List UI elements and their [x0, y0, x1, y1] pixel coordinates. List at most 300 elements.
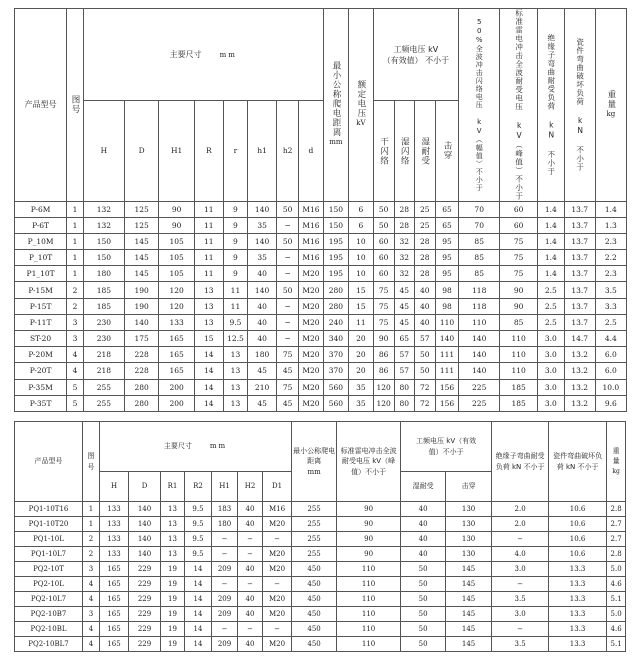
table-cell: 9.5 — [185, 547, 212, 562]
table-cell: 2.0 — [492, 517, 549, 532]
table-cell: − — [263, 577, 292, 592]
table-row — [15, 266, 627, 282]
table-cell: 45 — [277, 363, 299, 379]
col-header-main-dim: 主要尺寸 mm — [100, 422, 292, 472]
product-model-cell: ST-20 — [15, 331, 67, 347]
dim-header: r — [223, 101, 247, 201]
table-cell: 165 — [100, 592, 129, 607]
table-cell: 1.3 — [595, 217, 626, 233]
table-cell: M20 — [299, 298, 323, 314]
table-cell: 200 — [159, 379, 195, 395]
table-cell: − — [277, 331, 299, 347]
table-cell: 209 — [212, 637, 238, 652]
table-cell: M20 — [263, 607, 292, 622]
table-cell: 132 — [83, 217, 124, 233]
table-cell: − — [238, 577, 263, 592]
product-model-cell: PQ2-10B7 — [15, 607, 83, 622]
table-cell: 4 — [83, 592, 100, 607]
table-cell: M20 — [299, 331, 323, 347]
table-cell: − — [277, 298, 299, 314]
table-cell: 140 — [459, 331, 500, 347]
table-cell: 229 — [129, 577, 161, 592]
table-cell: 370 — [323, 347, 349, 363]
table-cell: 50 — [373, 201, 394, 217]
table-cell: 120 — [159, 282, 195, 298]
table-cell: 130 — [446, 547, 492, 562]
table-cell: 86 — [373, 363, 394, 379]
table-cell: 132 — [83, 201, 124, 217]
table-cell: M20 — [299, 266, 323, 282]
table-cell: 95 — [435, 250, 458, 266]
table-cell: 165 — [100, 562, 129, 577]
table-cell: 32 — [394, 233, 414, 249]
table-cell: 72 — [414, 379, 435, 395]
table-cell: 195 — [323, 250, 349, 266]
table-cell: 11 — [194, 266, 223, 282]
product-model-cell: PQ2-10BL7 — [15, 637, 83, 652]
table-cell: 50 — [401, 592, 446, 607]
table-row — [15, 607, 626, 622]
table-cell: 140 — [248, 233, 277, 249]
table-cell: M20 — [299, 282, 323, 298]
table-cell: 3.3 — [595, 298, 626, 314]
table-cell: 2.3 — [595, 233, 626, 249]
dim-header: D — [124, 101, 158, 201]
table-cell: 133 — [100, 502, 129, 517]
table-cell: 45 — [394, 314, 414, 330]
table-cell: 195 — [323, 266, 349, 282]
table-cell: M20 — [263, 517, 292, 532]
table-cell: 14 — [194, 347, 223, 363]
table-cell: 225 — [459, 395, 500, 411]
dim-header: H — [83, 101, 124, 201]
table-cell: 180 — [212, 517, 238, 532]
table-cell: 13 — [194, 282, 223, 298]
table-cell: 35 — [248, 217, 277, 233]
table-cell: 2.5 — [595, 314, 626, 330]
table-cell: 145 — [446, 607, 492, 622]
table-cell: 45 — [277, 395, 299, 411]
table-cell: 118 — [459, 282, 500, 298]
table-cell: 13 — [161, 502, 185, 517]
dim-header: h1 — [248, 101, 277, 201]
table-cell: 13 — [223, 363, 247, 379]
table-cell: 40 — [248, 314, 277, 330]
table-cell: 80 — [394, 395, 414, 411]
table-cell: 3 — [83, 607, 100, 622]
table-cell: 19 — [161, 562, 185, 577]
table-cell: 95 — [435, 233, 458, 249]
col-header-creepage: 最小公称爬电距离 mm — [292, 422, 337, 502]
table-cell: 560 — [323, 379, 349, 395]
col-header-weight: 重量 kg — [607, 422, 626, 502]
table-cell: 40 — [248, 331, 277, 347]
table-cell: 75 — [500, 250, 538, 266]
table-row — [15, 250, 627, 266]
dim-header: R1 — [161, 472, 185, 502]
table-row — [15, 217, 627, 233]
table-cell: 145 — [124, 250, 158, 266]
table-cell: 13.2 — [564, 347, 595, 363]
table-cell: 2 — [83, 547, 100, 562]
table-row — [15, 577, 626, 592]
table-cell: 1.4 — [537, 217, 564, 233]
pf-subheader: 湿耐受 — [414, 101, 435, 201]
col-header-power-freq: 工频电压 kV（有效值）不小于 — [401, 422, 492, 472]
table-row — [15, 379, 627, 395]
table-cell: 5.0 — [607, 607, 626, 622]
table-cell: 130 — [446, 517, 492, 532]
table-cell: 75 — [277, 347, 299, 363]
table-cell: 6 — [349, 217, 373, 233]
table-cell: 370 — [323, 363, 349, 379]
table-cell: 3.5 — [595, 282, 626, 298]
table-cell: 14 — [194, 363, 223, 379]
table-cell: 140 — [129, 502, 161, 517]
table-cell: 230 — [83, 314, 124, 330]
table-cell: 110 — [337, 607, 401, 622]
table-cell: 20 — [349, 331, 373, 347]
table-cell: 40 — [238, 592, 263, 607]
table-cell: 10 — [349, 266, 373, 282]
table-cell: 145 — [124, 266, 158, 282]
table-cell: 11 — [194, 201, 223, 217]
table-cell: 280 — [323, 298, 349, 314]
table-cell: 60 — [500, 201, 538, 217]
table-cell: 14 — [185, 592, 212, 607]
table-cell: 45 — [394, 298, 414, 314]
table-cell: 560 — [323, 395, 349, 411]
table-cell: 35 — [248, 250, 277, 266]
insulator-spec-table-2 — [14, 421, 626, 652]
col-header-weight: 重量 kg — [595, 9, 626, 202]
dim-header: h2 — [277, 101, 299, 201]
table-cell: 9 — [223, 250, 247, 266]
table-cell: 110 — [337, 577, 401, 592]
table-cell: 111 — [435, 363, 458, 379]
table-cell: 145 — [446, 562, 492, 577]
table-cell: 13 — [194, 298, 223, 314]
table-cell: 5 — [67, 379, 84, 395]
table-row — [15, 201, 627, 217]
table-cell: 90 — [337, 547, 401, 562]
table-cell: 183 — [212, 502, 238, 517]
table-cell: 3.0 — [537, 363, 564, 379]
table-row — [15, 532, 626, 547]
table-cell: 6 — [349, 201, 373, 217]
table-cell: 255 — [292, 502, 337, 517]
table-cell: 111 — [435, 347, 458, 363]
product-model-cell: PQ2-10L7 — [15, 592, 83, 607]
table-cell: 60 — [373, 233, 394, 249]
table-cell: 14 — [194, 379, 223, 395]
table-cell: 110 — [500, 347, 538, 363]
table-cell: − — [212, 547, 238, 562]
product-model-cell: P-6T — [15, 217, 67, 233]
table-cell: 9 — [223, 233, 247, 249]
table-cell: 209 — [212, 592, 238, 607]
table-cell: 10.6 — [549, 547, 607, 562]
col-header-std-impulse: 标准雷电冲击全波耐受电压 kV（峰值）不小于 — [500, 9, 538, 202]
table-cell: 14 — [185, 562, 212, 577]
table-cell: 14 — [194, 395, 223, 411]
table-row — [15, 347, 627, 363]
table-cell: 13.7 — [564, 314, 595, 330]
dim-header: H1 — [159, 101, 195, 201]
table-cell: 140 — [129, 517, 161, 532]
table-cell: 14 — [185, 577, 212, 592]
product-model-cell: P1_10T — [15, 266, 67, 282]
table-cell: 3 — [67, 331, 84, 347]
table-cell: 1 — [67, 233, 84, 249]
table-cell: 90 — [337, 502, 401, 517]
table-cell: 90 — [337, 532, 401, 547]
table-cell: 11 — [194, 250, 223, 266]
table-cell: 75 — [500, 266, 538, 282]
table-cell: 15 — [349, 282, 373, 298]
table-cell: 140 — [129, 547, 161, 562]
table-cell: 13.7 — [564, 233, 595, 249]
table-cell: 140 — [129, 532, 161, 547]
table-cell: 40 — [238, 607, 263, 622]
table-cell: 209 — [212, 562, 238, 577]
product-model-cell: PQ1-10L — [15, 532, 83, 547]
table-cell: 15 — [194, 331, 223, 347]
table-cell: 14 — [185, 607, 212, 622]
table-cell: 105 — [159, 266, 195, 282]
table-cell: 165 — [159, 347, 195, 363]
table-cell: 13.7 — [564, 298, 595, 314]
table-cell: 105 — [159, 250, 195, 266]
table-cell: 5.0 — [607, 562, 626, 577]
table-cell: − — [212, 577, 238, 592]
table-cell: 9.5 — [223, 314, 247, 330]
table-cell: 2.5 — [537, 282, 564, 298]
table-cell: 230 — [83, 331, 124, 347]
insulator-spec-table-1 — [14, 8, 627, 412]
table-cell: 40 — [238, 562, 263, 577]
table-cell: 9.5 — [185, 502, 212, 517]
table-cell: 228 — [124, 363, 158, 379]
table-cell: 140 — [435, 331, 458, 347]
table-cell: M20 — [263, 547, 292, 562]
table-cell: − — [492, 577, 549, 592]
table-cell: 150 — [323, 201, 349, 217]
table-cell: 11 — [349, 314, 373, 330]
table-cell: 2.8 — [607, 547, 626, 562]
table-cell: 110 — [500, 331, 538, 347]
table-cell: 120 — [373, 395, 394, 411]
table-cell: 20 — [349, 363, 373, 379]
col-header-product: 产品型号 — [15, 422, 83, 502]
table-cell: 13 — [161, 547, 185, 562]
table-cell: 50 — [401, 562, 446, 577]
table-cell: 85 — [500, 314, 538, 330]
table-cell: 35 — [349, 379, 373, 395]
table-cell: 70 — [459, 217, 500, 233]
table-cell: 72 — [414, 395, 435, 411]
col-header-50pct: 50%全波冲击闪络电压 kV（幅值）不小于 — [459, 9, 500, 202]
col-header-rated-voltage: 额定电压 kV — [349, 9, 373, 202]
table-row — [15, 233, 627, 249]
table-cell: 25 — [414, 201, 435, 217]
table-cell: 3 — [67, 314, 84, 330]
table-cell: 50 — [277, 282, 299, 298]
table-cell: 140 — [459, 347, 500, 363]
table-cell: 450 — [292, 622, 337, 637]
table-cell: 125 — [124, 201, 158, 217]
table-cell: 110 — [337, 637, 401, 652]
table-row — [15, 622, 626, 637]
table-row — [15, 592, 626, 607]
table-cell: 14.7 — [564, 331, 595, 347]
table-cell: M20 — [263, 637, 292, 652]
table-cell: 90 — [500, 298, 538, 314]
table-cell: 13.7 — [564, 217, 595, 233]
table-cell: 14 — [185, 622, 212, 637]
table-cell: 98 — [435, 282, 458, 298]
table-cell: 13.2 — [564, 395, 595, 411]
table-cell: 140 — [459, 363, 500, 379]
table-cell: 10 — [349, 250, 373, 266]
table-cell: 450 — [292, 562, 337, 577]
table-cell: 45 — [394, 282, 414, 298]
table-cell: 13.3 — [549, 637, 607, 652]
pf-subheader: 湿耐受 — [401, 472, 446, 502]
table-cell: 35 — [349, 395, 373, 411]
table-cell: 209 — [212, 607, 238, 622]
table-row — [15, 637, 626, 652]
col-header-std-impulse: 标准雷电冲击全波耐受电压 kV（峰值）不小于 — [337, 422, 401, 502]
table-cell: 45 — [248, 395, 277, 411]
table-cell: 13.3 — [549, 562, 607, 577]
table-cell: 255 — [292, 547, 337, 562]
product-model-cell: P-11T — [15, 314, 67, 330]
col-header-main-dim: 主要尺寸 mm — [83, 9, 323, 101]
table-cell: 2.5 — [537, 298, 564, 314]
table-cell: 13.7 — [564, 250, 595, 266]
table-cell: 10.6 — [549, 517, 607, 532]
table-cell: 185 — [500, 379, 538, 395]
table-cell: 57 — [394, 347, 414, 363]
table-row — [15, 395, 627, 411]
table-cell: 13 — [161, 517, 185, 532]
table-cell: 65 — [435, 217, 458, 233]
table-cell: 156 — [435, 395, 458, 411]
table-cell: 19 — [161, 607, 185, 622]
table-cell: 85 — [459, 233, 500, 249]
table-cell: 40 — [401, 532, 446, 547]
table-cell: 19 — [161, 622, 185, 637]
table-cell: 11 — [194, 217, 223, 233]
dim-header: H — [100, 472, 129, 502]
table-cell: 60 — [373, 266, 394, 282]
table-cell: 140 — [248, 201, 277, 217]
table-cell: − — [212, 622, 238, 637]
table-cell: 450 — [292, 592, 337, 607]
table-cell: M20 — [299, 395, 323, 411]
table-cell: 450 — [292, 577, 337, 592]
table-cell: 15 — [349, 298, 373, 314]
col-header-power-freq: 工频电压 kV （有效值） 不小于 — [373, 9, 459, 101]
product-model-cell: P-20M — [15, 347, 67, 363]
table-cell: 50 — [401, 622, 446, 637]
table-cell: 145 — [446, 622, 492, 637]
table-cell: − — [238, 532, 263, 547]
table-cell: 86 — [373, 347, 394, 363]
table-cell: 1.4 — [595, 201, 626, 217]
table-cell: 1 — [83, 517, 100, 532]
table-cell: 229 — [129, 562, 161, 577]
table-cell: 105 — [159, 233, 195, 249]
table-cell: 13.3 — [549, 592, 607, 607]
product-model-cell: P_10M — [15, 233, 67, 249]
dim-header: D — [129, 472, 161, 502]
table-cell: 13.7 — [564, 282, 595, 298]
table-cell: 255 — [83, 395, 124, 411]
table-cell: 11 — [194, 233, 223, 249]
table-cell: 2.2 — [595, 250, 626, 266]
table-cell: 13 — [161, 532, 185, 547]
pf-subheader: 击穿 — [435, 101, 458, 201]
table-cell: 70 — [459, 201, 500, 217]
table-cell: − — [492, 622, 549, 637]
table-cell: 11 — [223, 298, 247, 314]
table-cell: 1 — [83, 502, 100, 517]
product-model-cell: P-35M — [15, 379, 67, 395]
table-cell: − — [263, 622, 292, 637]
table-cell: 9 — [223, 217, 247, 233]
col-header-porcelain-load: 瓷件弯曲破坏负荷 kN 不小于 — [564, 9, 595, 202]
table-cell: 200 — [159, 395, 195, 411]
table-cell: 28 — [414, 266, 435, 282]
table-cell: 150 — [83, 250, 124, 266]
product-model-cell: PQ2-10T — [15, 562, 83, 577]
table-cell: 85 — [459, 266, 500, 282]
table-cell: 45 — [248, 363, 277, 379]
table-cell: 1.4 — [537, 250, 564, 266]
table-cell: 50 — [414, 347, 435, 363]
table-cell: 40 — [238, 502, 263, 517]
pf-subheader: 湿闪络 — [394, 101, 414, 201]
table-cell: 3.0 — [537, 379, 564, 395]
table-cell: 450 — [292, 637, 337, 652]
table-cell: 5.1 — [607, 592, 626, 607]
product-model-cell: PQ1-10L7 — [15, 547, 83, 562]
table-cell: 3.5 — [492, 637, 549, 652]
table-cell: 1.4 — [537, 201, 564, 217]
table-cell: 98 — [435, 298, 458, 314]
table-cell: 218 — [83, 347, 124, 363]
table-cell: 19 — [161, 637, 185, 652]
table-cell: 185 — [83, 298, 124, 314]
table-cell: 156 — [435, 379, 458, 395]
table-cell: 3.5 — [492, 592, 549, 607]
table-row — [15, 547, 626, 562]
table-cell: − — [277, 217, 299, 233]
table-cell: 3 — [83, 562, 100, 577]
table-cell: 120 — [159, 298, 195, 314]
table-cell: 4 — [67, 363, 84, 379]
table-cell: 165 — [100, 607, 129, 622]
table-cell: 210 — [248, 379, 277, 395]
table-cell: 190 — [124, 298, 158, 314]
table-cell: 4.0 — [492, 547, 549, 562]
table-cell: M16 — [299, 233, 323, 249]
table-cell: 14 — [185, 637, 212, 652]
col-header-product: 产品型号 — [15, 9, 67, 202]
table-cell: 32 — [394, 266, 414, 282]
